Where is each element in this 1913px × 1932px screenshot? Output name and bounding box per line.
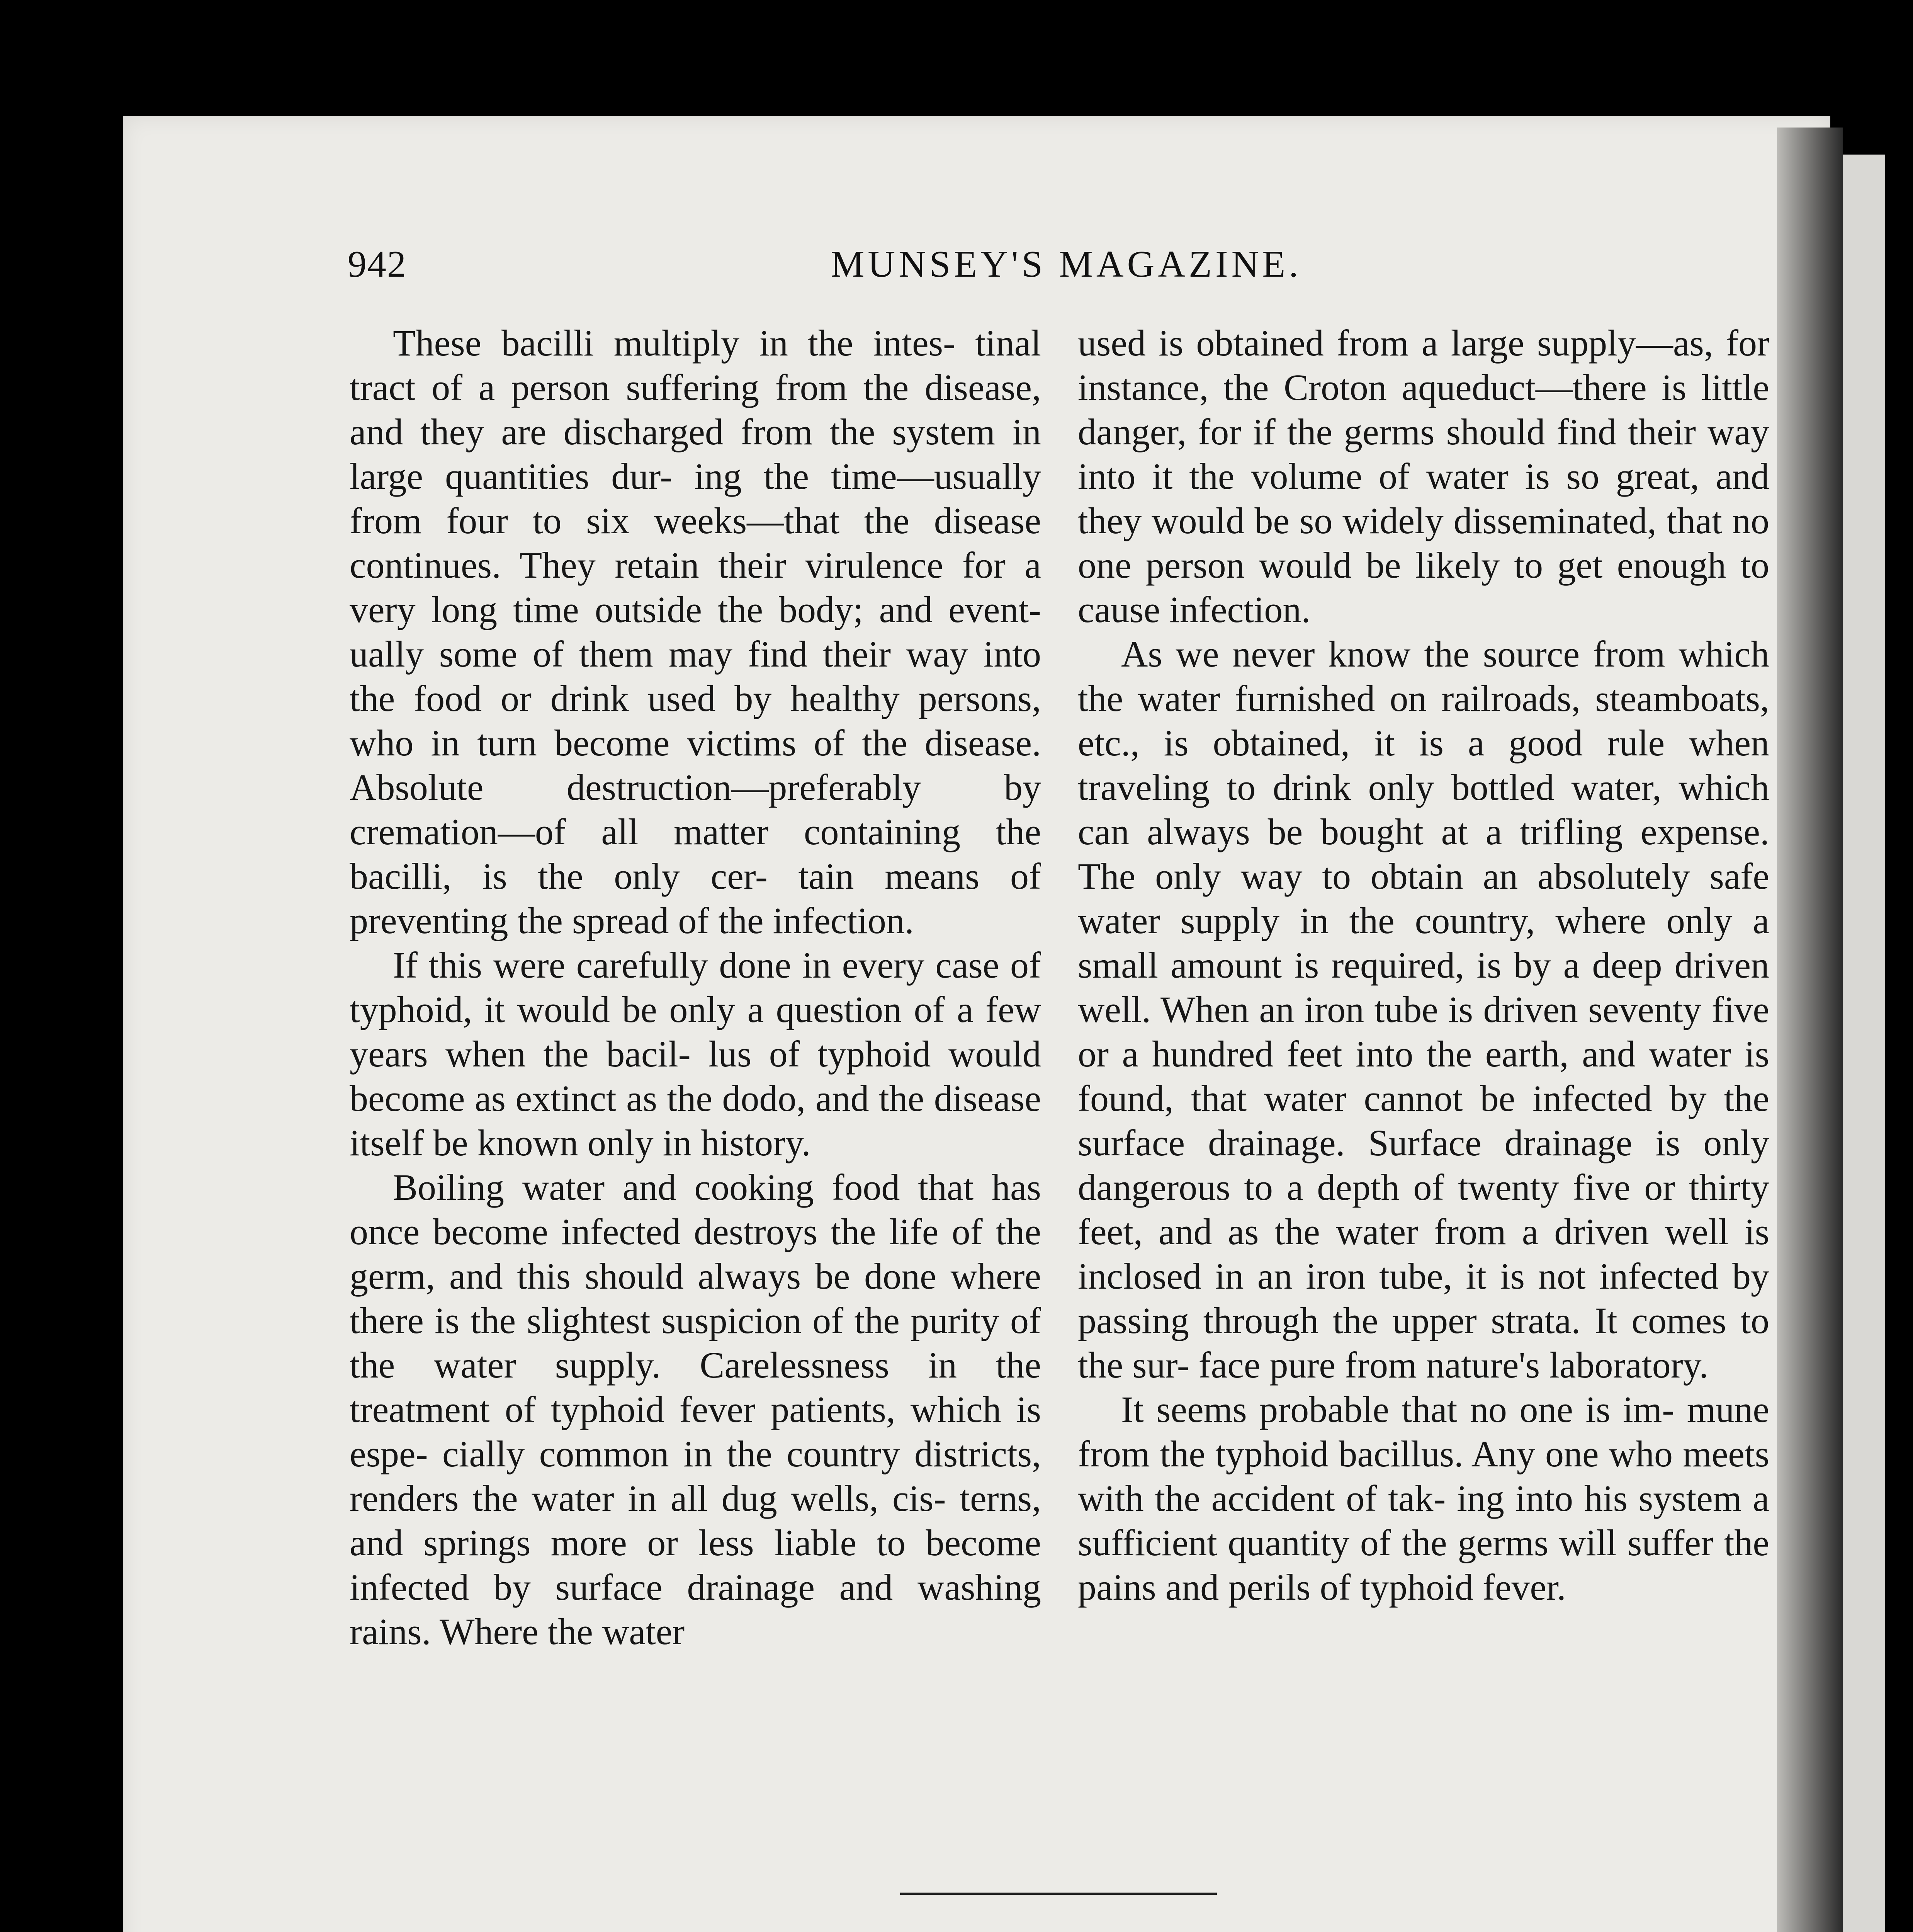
facing-page-edge <box>1843 155 1885 1932</box>
article-right-column <box>1078 321 1769 1609</box>
running-title: MUNSEY'S MAGAZINE. <box>831 243 1302 285</box>
page-number: 942 <box>348 243 407 285</box>
page-header <box>348 243 1785 293</box>
paragraph: It seems probable that no one is im- mune from the typhoid bacillus. Any one who meets with the accident of tak- ing into his system a sufficient quantity of the germs will suffer the pains and perils of typhoid fever. <box>1078 1389 1769 1608</box>
paragraph: used is obtained from a large supply—as, for instance, the Croton aqueduct—there is little danger, for if the germs should find their way into it the volume of water is so great, and they would be so widely disseminated, that no one person would be likely to get enough to cause infection. <box>1078 322 1769 630</box>
paragraph: If this were carefully done in every case of typhoid, it would be only a question of a few years when the bacil- lus of typhoid would become as extinct as the dodo, and the disease itself be known only in history. <box>350 944 1041 1163</box>
section-divider <box>900 1893 1217 1895</box>
paragraph: These bacilli multiply in the intes- tinal tract of a person suffering from the disease, and they are discharged from the system in large quantities dur- ing the time—usually from four to six weeks—that the disease continues. They retain their virulence for a very long time outside the body; and event- ually some of them may find their way into the food or drink used by healthy persons, who in turn become victims of the disease. Absolute destruction—preferably by cremation—of all matter containing the bacilli, is the only cer- tain means of preventing the spread of the infection. <box>350 322 1041 941</box>
paragraph: As we never know the source from which the water furnished on railroads, steamboats, etc., is obtained, it is a good rule when traveling to drink only bottled water, which can always be bought at a trifling expense. The only way to obtain an absolutely safe water supply in the country, where only a small amount is required, is by a deep driven well. When an iron tube is driven seventy five or a hundred feet into the earth, and water is found, that water cannot be infected by the surface drainage. Surface drainage is only dangerous to a depth of twenty five or thirty feet, and as the water from a driven well is inclosed in an iron tube, it is not infected by passing through the upper strata. It comes to the sur- face pure from nature's laboratory. <box>1078 633 1769 1386</box>
paragraph: Boiling water and cooking food that has once become infected destroys the life of the germ, and this should always be done where there is the slightest suspicion of the purity of the water supply. Carelessness in the treatment of typhoid fever patients, which is espe- cially common in the country districts, renders the water in all dug wells, cis- terns, and springs more or less liable to become infected by surface drainage and washing rains. Where the water <box>350 1167 1041 1652</box>
article-left-column <box>350 321 1041 1654</box>
book-spine-shadow <box>1777 128 1843 1932</box>
